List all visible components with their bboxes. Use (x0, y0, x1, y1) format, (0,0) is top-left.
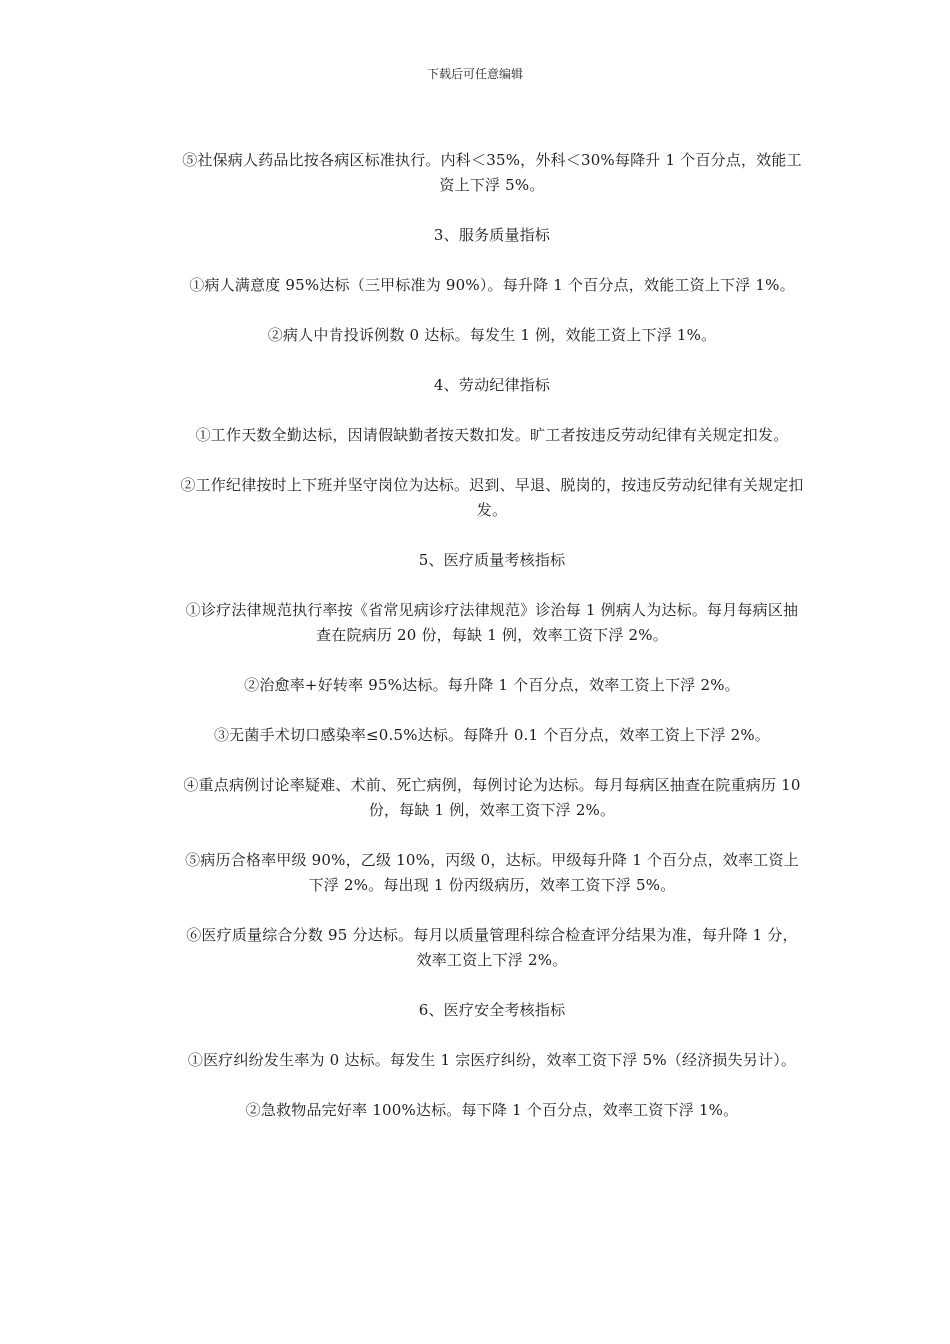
section-heading-labor-discipline: 4、劳动纪律指标 (433, 376, 551, 394)
paragraph-case-discussion: ④重点病例讨论率疑难、术前、死亡病例，每例讨论为达标。每月每病区抽查在院重病历 10 份，每缺 1 例，效率工资下浮 2%。 (183, 776, 801, 819)
paragraph-medical-disputes: ①医疗纠纷发生率为 0 达标。每发生 1 宗医疗纠纷，效率工资下浮 5%（经济损失另计）。 (187, 1051, 797, 1069)
section-heading-service-quality: 3、服务质量指标 (433, 226, 551, 244)
page-header: 下载后可任意编辑 (426, 67, 523, 81)
paragraph-quality-score: ⑥医疗质量综合分数 95 分达标。每月以质量管理科综合检查评分结果为准，每升降 1 分，效率工资上下浮 2%。 (186, 926, 798, 969)
paragraph-cure-rate: ②治愈率+好转率 95%达标。每升降 1 个百分点，效率工资上下浮 2%。 (244, 676, 740, 694)
paragraph-record-quality: ⑤病历合格率甲级 90%，乙级 10%，丙级 0，达标。甲级每升降 1 个百分点，效率工资上下浮 2%。每出现 1 份丙级病历，效率工资下浮 5%。 (185, 851, 799, 894)
document-body (180, 148, 804, 1148)
paragraph-patient-complaints: ②病人中肯投诉例数 0 达标。每发生 1 例，效能工资上下浮 1%。 (267, 326, 717, 344)
section-heading-medical-safety: 6、医疗安全考核指标 (418, 1001, 566, 1019)
paragraph-patient-satisfaction: ①病人满意度 95%达标（三甲标准为 90%）。每升降 1 个百分点，效能工资上下浮 1%。 (189, 276, 795, 294)
section-heading-medical-quality: 5、医疗质量考核指标 (418, 551, 566, 569)
paragraph-emergency-supplies: ②急救物品完好率 100%达标。每下降 1 个百分点，效率工资下浮 1%。 (245, 1101, 739, 1119)
paragraph-attendance: ①工作天数全勤达标，因请假缺勤者按天数扣发。旷工者按违反劳动纪律有关规定扣发。 (195, 426, 789, 444)
paragraph-social-insurance-drug-ratio: ⑤社保病人药品比按各病区标准执行。内科＜35%，外科＜30%每降升 1 个百分点，效能工资上下浮 5%。 (182, 151, 802, 194)
paragraph-work-discipline: ②工作纪律按时上下班并坚守岗位为达标。迟到、早退、脱岗的，按违反劳动纪律有关规定扣发。 (180, 476, 804, 519)
paragraph-clinical-norms: ①诊疗法律规范执行率按《省常见病诊疗法律规范》诊治每 1 例病人为达标。每月每病区抽查在院病历 20 份，每缺 1 例，效率工资下浮 2%。 (185, 601, 799, 644)
paragraph-infection-rate: ③无菌手术切口感染率≤0.5%达标。每降升 0.1 个百分点，效率工资上下浮 2%。 (213, 726, 771, 744)
